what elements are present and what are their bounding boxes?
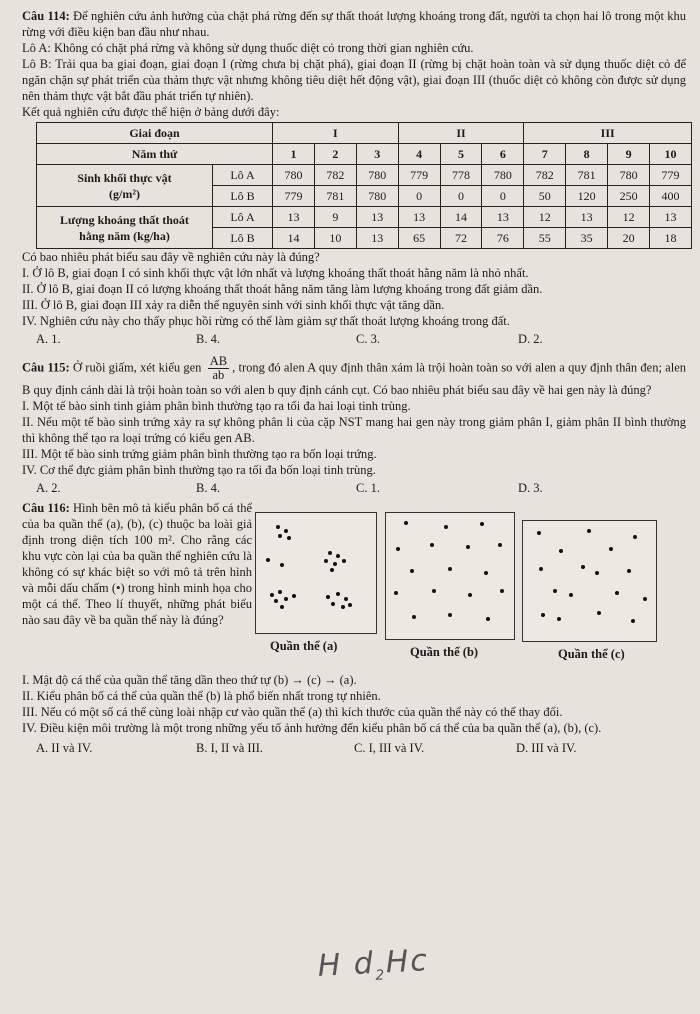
question-115 [22,355,686,496]
table-cell: 18 [650,228,692,249]
table-cell: 0 [482,186,524,207]
individual-dot [270,593,274,597]
q114-table-intro: Kết quả nghiên cứu được thể hiện ở bảng dưới đây: [22,105,280,119]
individual-dot [276,525,280,529]
individual-dot [569,593,573,597]
table-cell: 76 [482,228,524,249]
individual-dot [292,594,296,598]
population-c-figure [522,520,657,642]
caption-a: Quần thể (a) [270,639,338,653]
q115-statement: IV. Cơ thể đực giảm phân bình thường tạo ra tối đa bốn loại tinh trùng. [22,463,376,477]
individual-dot [498,543,502,547]
table-cell: 780 [356,165,398,186]
individual-dot [394,591,398,595]
individual-dot [287,536,291,540]
table-cell: 779 [650,165,692,186]
q116-options [36,740,686,756]
option-d[interactable]: D. 3. [518,481,543,495]
individual-dot [341,605,345,609]
individual-dot [444,525,448,529]
population-a-figure [255,512,377,634]
individual-dot [595,571,599,575]
q114-lot-b: Lô B: Trải qua ba giai đoạn, giai đoạn I (rừng chưa bị chặt phá), giai đoạn II (rừng bị chặt hoàn toàn và sử dụng thuốc diệt cỏ để ngăn chặn sự phát triển của thảm thực vật nhưng không tiêu diệt hết động vật), giai đoạn III (thuốc diệt cỏ không còn được sử dụng nên thảm thực vật bắt đầu phát triển tự nhiên). [22,57,686,103]
table-cell: 779 [273,186,315,207]
option-a[interactable]: A. 1. [36,332,61,346]
q115-number: Câu 115: [22,360,70,375]
individual-dot [448,613,452,617]
lot-a-label: Lô A [213,165,273,186]
q115-stem: Câu 115: Ở ruồi giấm, xét kiểu gen $\frac{AB}{ab}$ , trong đó alen A quy định thân xám là trội hoàn toàn so với alen a quy định thân đen; alen B quy định cánh dài là trội hoàn toàn so với alen b quy định cánh cụt. Có bao nhiêu phát biểu sau đây về hai gen này là đúng? [22,354,686,397]
year-cell: 9 [608,144,650,165]
individual-dot [336,554,340,558]
table-cell: 0 [440,186,482,207]
individual-dot [541,613,545,617]
table-cell: 13 [566,207,608,228]
table-cell: 780 [273,165,315,186]
caption-b: Quần thể (b) [410,645,479,659]
table-cell: 14 [273,228,315,249]
q115-statement: I. Một tế bào sinh tinh giảm phân bình thường tạo ra tối đa hai loại tinh trùng. [22,399,411,413]
individual-dot [396,547,400,551]
q114-stem: Câu 114: Để nghiên cứu ảnh hưởng của chặt phá rừng đến sự thất thoát lượng khoáng trong đất, người ta chọn hai lô trong một khu rừng với điều kiện ban đầu như nhau. [22,9,687,39]
genotype-fraction: $\frac{AB}{ab}$ [209,354,228,382]
individual-dot [326,595,330,599]
year-cell: 2 [314,144,356,165]
individual-dot [333,562,337,566]
table-cell: 0 [398,186,440,207]
caption-c: Quần thể (c) [558,647,625,661]
table-cell: 20 [608,228,650,249]
table-cell: 72 [440,228,482,249]
individual-dot [466,545,470,549]
individual-dot [484,571,488,575]
table-cell: 781 [314,186,356,207]
option-b[interactable]: B. 4. [196,481,220,495]
individual-dot [342,559,346,563]
q116-statement: II. Kiểu phân bố cá thể của quần thể (b) là phổ biến nhất trong tự nhiên. [22,689,381,703]
table-cell: 65 [398,228,440,249]
year-cell: 10 [650,144,692,165]
individual-dot [609,547,613,551]
year-cell: 6 [482,144,524,165]
option-d[interactable]: D. III và IV. [516,741,577,755]
year-cell: 8 [566,144,608,165]
individual-dot [278,590,282,594]
table-cell: 782 [314,165,356,186]
individual-dot [404,521,408,525]
individual-dot [336,592,340,596]
individual-dot [432,589,436,593]
individual-dot [430,543,434,547]
table-cell: 13 [273,207,315,228]
individual-dot [410,569,414,573]
biomass-header: Sinh khối thực vật (g/m²) [37,165,213,207]
q115-statement: II. Nếu một tế bào sinh trứng xảy ra sự không phân li của cặp NST mang hai gen này trong giảm phân I, giảm phân II bình thường thì không thể tạo ra loại trứng có kiểu gen AB. [22,415,686,445]
individual-dot [344,597,348,601]
option-c[interactable]: C. 3. [356,332,380,346]
table-cell: 50 [524,186,566,207]
q116-statement: IV. Điều kiện môi trường là một trong những yếu tố ảnh hưởng đến kiểu phân bố cá thể của ba quần thể (a), (b), (c). [22,721,602,735]
individual-dot [643,597,647,601]
question-114 [22,8,686,347]
individual-dot [328,551,332,555]
table-cell: 120 [566,186,608,207]
table-cell: 35 [566,228,608,249]
table-cell: 10 [314,228,356,249]
table-cell: 780 [356,186,398,207]
q116-number: Câu 116: [22,501,70,515]
population-b-figure [385,512,515,640]
q114-statement: II. Ở lô B, giai đoạn II có lượng khoáng thất thoát hằng năm tăng làm lượng khoáng trong đất giảm dần. [22,282,543,296]
individual-dot [266,558,270,562]
table-cell: 14 [440,207,482,228]
table-cell: 782 [524,165,566,186]
q114-prompt: Có bao nhiêu phát biểu sau đây về nghiên cứu này là đúng? [22,250,320,264]
table-cell: 400 [650,186,692,207]
individual-dot [500,589,504,593]
stage-i: I [273,123,399,144]
individual-dot [448,567,452,571]
stage-ii: II [398,123,524,144]
table-cell: 780 [608,165,650,186]
individual-dot [631,619,635,623]
year-cell: 4 [398,144,440,165]
lot-b-label: Lô B [213,228,273,249]
stage-iii: III [524,123,692,144]
q115-statement: III. Một tế bào sinh trứng giảm phân bình thường tạo ra bốn loại trứng. [22,447,377,461]
q116-stem: Câu 116: Hình bên mô tả kiểu phân bố cá thể của ba quần thể (a), (b), (c) thuộc ba loài giả định trong diện tích 100 m². Cho rằng các khu vực còn lại của ba quần thể nghiên cứu là không có sự khác biệt so với mô tả trên hình và mỗi dấu chấm (•) trong hình minh họa cho một cá thể. Theo lí thuyết, những phát biểu nào sau đây về ba quần thể này là đúng? [22,501,252,627]
individual-dot [412,615,416,619]
q116-statement: I. Mật độ cá thể của quần thể tăng dần theo thứ tự (b) → (c) → (a). [22,673,357,687]
individual-dot [553,589,557,593]
individual-dot [280,563,284,567]
individual-dot [557,617,561,621]
table-cell: 13 [356,228,398,249]
table-cell: 13 [482,207,524,228]
individual-dot [581,565,585,569]
year-cell: 5 [440,144,482,165]
individual-dot [627,569,631,573]
table-cell: 13 [650,207,692,228]
handwritten-signature: H $d_2Hc$ [316,943,430,984]
table-cell: 250 [608,186,650,207]
table-cell: 12 [524,207,566,228]
q115-options [36,480,686,496]
q116-statement: III. Nếu có một số cá thể cùng loài nhập cư vào quần thể (a) thì kích thước của quần thể này có thể thay đổi. [22,705,563,719]
table-cell: 13 [356,207,398,228]
option-b[interactable]: B. 4. [196,332,220,346]
option-c[interactable]: C. I, III và IV. [354,741,425,755]
individual-dot [615,591,619,595]
individual-dot [330,568,334,572]
option-d[interactable]: D. 2. [518,332,543,346]
individual-dot [274,599,278,603]
individual-dot [284,529,288,533]
table-cell: 780 [482,165,524,186]
q114-statement: IV. Nghiên cứu này cho thấy phục hồi rừng có thể làm giảm sự thất thoát lượng khoáng trong đất. [22,314,510,328]
individual-dot [633,535,637,539]
individual-dot [278,534,282,538]
table-cell: 9 [314,207,356,228]
question-116 [22,500,686,756]
option-a[interactable]: A. 2. [36,481,61,495]
stage-header: Giai đoạn [37,123,273,144]
individual-dot [324,559,328,563]
year-cell: 3 [356,144,398,165]
q114-statement: III. Ở lô B, giai đoạn III xảy ra diễn thế nguyên sinh với sinh khối thực vật tăng dần. [22,298,445,312]
table-cell: 781 [566,165,608,186]
individual-dot [280,605,284,609]
year-cell: 7 [524,144,566,165]
mineral-loss-header: Lượng khoáng thất thoát hằng năm (kg/ha) [37,207,213,249]
individual-dot [486,617,490,621]
individual-dot [468,593,472,597]
q114-statement: I. Ở lô B, giai đoạn I có sinh khối thực vật lớn nhất và lượng khoáng thất thoát hằng năm là nhỏ nhất. [22,266,529,280]
table-cell: 55 [524,228,566,249]
individual-dot [331,602,335,606]
q114-number: Câu 114: [22,9,70,23]
option-a[interactable]: A. II và IV. [36,741,93,755]
table-cell: 13 [398,207,440,228]
individual-dot [597,611,601,615]
option-b[interactable]: B. I, II và III. [196,741,263,755]
individual-dot [284,597,288,601]
lot-a-label: Lô A [213,207,273,228]
individual-dot [559,549,563,553]
individual-dot [348,603,352,607]
table-cell: 778 [440,165,482,186]
individual-dot [480,522,484,526]
individual-dot [537,531,541,535]
individual-dot [587,529,591,533]
table-cell: 779 [398,165,440,186]
individual-dot [539,567,543,571]
year-header: Năm thứ [37,144,273,165]
results-table [36,122,692,249]
q114-options [36,331,686,347]
year-cell: 1 [273,144,315,165]
lot-b-label: Lô B [213,186,273,207]
option-c[interactable]: C. 1. [356,481,380,495]
table-cell: 12 [608,207,650,228]
q114-lot-a: Lô A: Không có chặt phá rừng và không sử dụng thuốc diệt cỏ trong thời gian nghiên cứu. [22,41,474,55]
